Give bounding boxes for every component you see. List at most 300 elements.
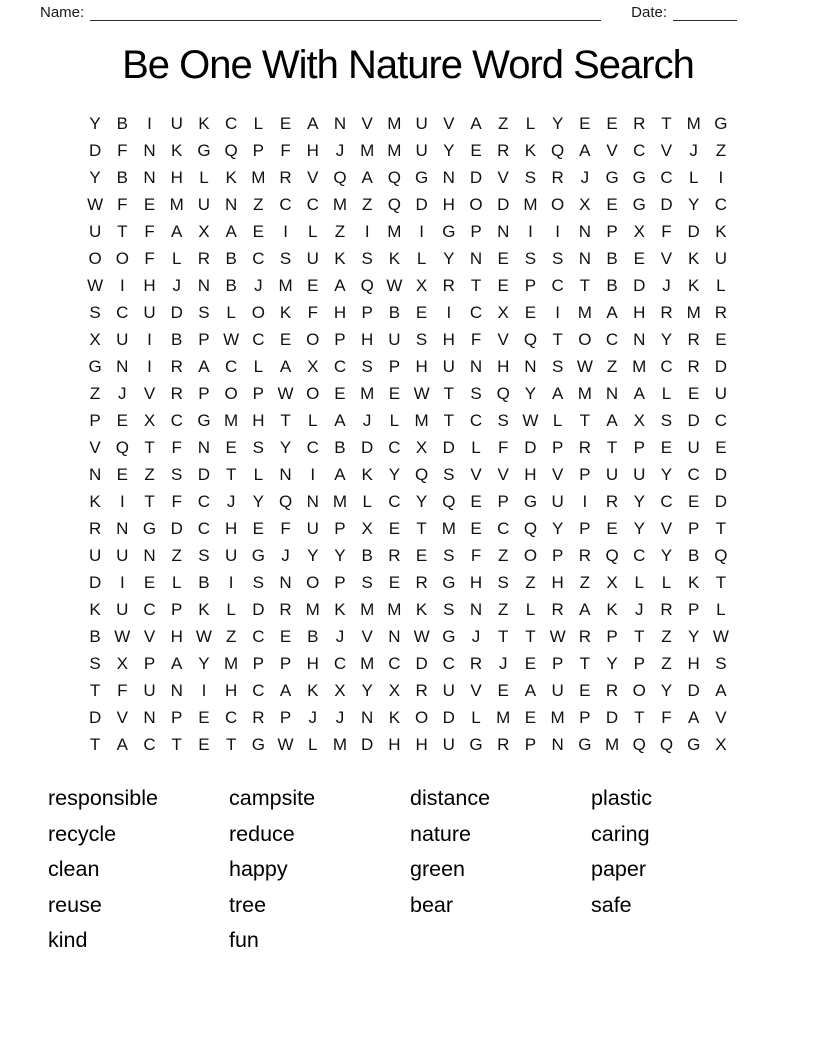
grid-letter: V xyxy=(497,168,509,187)
grid-letter: E xyxy=(252,222,265,241)
grid-letter: Y xyxy=(524,384,537,403)
grid-letter: G xyxy=(523,492,538,511)
grid-letter: V xyxy=(470,681,482,700)
grid-letter: C xyxy=(442,654,455,673)
grid-letter: P xyxy=(524,276,537,295)
grid-letter: V xyxy=(361,114,373,133)
grid-letter: Y xyxy=(633,492,645,511)
grid-letter: N xyxy=(333,114,347,133)
grid-letter: Y xyxy=(551,519,564,538)
grid-letter: N xyxy=(143,546,156,565)
grid-letter: T xyxy=(715,519,727,538)
grid-letter: O xyxy=(523,546,538,565)
grid-letter: U xyxy=(442,735,455,754)
grid-letter: F xyxy=(171,438,182,457)
grid-letter: Q xyxy=(333,168,347,187)
grid-letter: G xyxy=(605,168,619,187)
grid-letter: E xyxy=(415,303,428,322)
grid-letter: C xyxy=(252,681,265,700)
grid-letter: O xyxy=(469,195,483,214)
grid-letter: T xyxy=(606,438,618,457)
grid-letter: Q xyxy=(523,519,538,538)
grid-letter: N xyxy=(279,573,292,592)
grid-letter: V xyxy=(660,141,673,160)
grid-letter: L xyxy=(634,573,644,592)
grid-letter: A xyxy=(171,654,183,673)
grid-letter: N xyxy=(143,708,156,727)
grid-letter: V xyxy=(361,627,373,646)
grid-letter: C xyxy=(333,357,347,376)
grid-letter: N xyxy=(469,249,483,268)
grid-letter: T xyxy=(117,222,128,241)
grid-letter: P xyxy=(252,141,265,160)
grid-letter: U xyxy=(687,438,700,457)
grid-letter: U xyxy=(306,519,319,538)
grid-letter: S xyxy=(89,303,101,322)
grid-letter: M xyxy=(360,141,375,160)
grid-letter: Y xyxy=(660,330,673,349)
grid-letter: T xyxy=(579,411,591,430)
grid-letter: L xyxy=(226,303,236,322)
grid-letter: R xyxy=(170,357,183,376)
grid-letter: Y xyxy=(361,681,373,700)
grid-letter: U xyxy=(88,222,102,241)
grid-letter: P xyxy=(606,627,618,646)
grid-letter: U xyxy=(714,249,728,268)
grid-letter: E xyxy=(225,438,237,457)
grid-letter: Q xyxy=(224,141,238,160)
grid-letter: G xyxy=(251,735,265,754)
grid-letter: O xyxy=(578,330,592,349)
grid-letter: M xyxy=(224,411,239,430)
grid-letter: K xyxy=(361,465,373,484)
grid-letter: R xyxy=(687,357,700,376)
grid-letter: E xyxy=(497,249,509,268)
grid-letter: S xyxy=(660,411,673,430)
grid-letter: W xyxy=(413,384,430,403)
grid-letter: U xyxy=(714,384,728,403)
grid-letter: C xyxy=(306,195,319,214)
grid-letter: M xyxy=(360,600,375,619)
grid-letter: J xyxy=(254,276,263,295)
grid-letter: Y xyxy=(551,114,564,133)
grid-letter: P xyxy=(606,222,618,241)
grid-letter: T xyxy=(144,492,155,511)
grid-letter: D xyxy=(88,141,102,160)
grid-letter: H xyxy=(551,573,564,592)
grid-letter: P xyxy=(551,654,564,673)
grid-letter: A xyxy=(470,114,482,133)
grid-letter: D xyxy=(415,654,428,673)
grid-letter: Z xyxy=(171,546,182,565)
grid-letter: C xyxy=(116,303,129,322)
grid-letter: T xyxy=(225,465,237,484)
grid-letter: D xyxy=(361,438,374,457)
grid-letter: N xyxy=(116,357,129,376)
grid-letter: W xyxy=(576,357,593,376)
grid-letter: Q xyxy=(442,492,456,511)
grid-letter: T xyxy=(416,519,427,538)
grid-letter: F xyxy=(144,249,155,268)
grid-letter: M xyxy=(251,168,266,187)
grid-letter: L xyxy=(362,492,372,511)
grid-letter: N xyxy=(88,465,102,484)
grid-letter: M xyxy=(169,195,184,214)
grid-letter: Y xyxy=(89,168,101,187)
grid-letter: N xyxy=(469,600,483,619)
grid-letter: P xyxy=(198,330,210,349)
grid-letter: E xyxy=(307,276,319,295)
grid-letter: E xyxy=(252,519,265,538)
word-list-item: distance xyxy=(410,786,491,810)
grid-letter: N xyxy=(143,168,156,187)
grid-letter: H xyxy=(170,627,183,646)
grid-letter: X xyxy=(388,681,401,700)
grid-letter: S xyxy=(524,249,537,268)
grid-letter: M xyxy=(387,600,402,619)
grid-letter: A xyxy=(688,708,700,727)
grid-letter: R xyxy=(279,600,292,619)
grid-letter: I xyxy=(582,492,588,511)
word-list-item: tree xyxy=(229,892,267,917)
word-list-item: fun xyxy=(229,928,259,952)
grid-letter: J xyxy=(635,600,644,619)
grid-letter: D xyxy=(170,303,183,322)
grid-letter: S xyxy=(470,384,482,403)
grid-letter: T xyxy=(634,708,645,727)
grid-letter: F xyxy=(117,681,128,700)
grid-letter: R xyxy=(469,654,483,673)
grid-letter: R xyxy=(605,492,619,511)
grid-letter: P xyxy=(334,573,346,592)
grid-letter: S xyxy=(198,546,210,565)
word-list-column xyxy=(48,781,229,959)
grid-letter: P xyxy=(171,600,183,619)
grid-letter: D xyxy=(714,357,728,376)
grid-letter: N xyxy=(116,519,129,538)
grid-letter: Y xyxy=(660,681,673,700)
grid-letter: V xyxy=(143,384,156,403)
grid-letter: L xyxy=(416,249,427,268)
grid-letter: M xyxy=(360,654,375,673)
grid-letter: B xyxy=(116,114,128,133)
grid-letter: F xyxy=(661,708,672,727)
grid-letter: L xyxy=(525,114,536,133)
grid-letter: H xyxy=(524,465,537,484)
grid-letter: F xyxy=(117,195,128,214)
grid-letter: Y xyxy=(252,492,265,511)
grid-letter: L xyxy=(199,168,209,187)
grid-letter: Y xyxy=(279,438,292,457)
grid-letter: D xyxy=(660,195,673,214)
grid-letter: D xyxy=(469,168,483,187)
grid-letter: H xyxy=(415,735,428,754)
grid-letter: W xyxy=(712,627,729,646)
grid-letter: Z xyxy=(144,465,155,484)
grid-letter: N xyxy=(388,627,401,646)
grid-letter: Q xyxy=(523,330,538,349)
grid-letter: P xyxy=(579,519,591,538)
grid-letter: G xyxy=(414,168,429,187)
grid-letter: Q xyxy=(278,492,293,511)
date-label: Date: xyxy=(631,4,667,21)
grid-letter: T xyxy=(443,384,454,403)
word-list-item: reuse xyxy=(48,892,102,917)
grid-letter: Y xyxy=(606,654,618,673)
grid-letter: Y xyxy=(443,249,455,268)
grid-letter: E xyxy=(606,195,618,214)
grid-letter: V xyxy=(715,708,727,727)
grid-letter: I xyxy=(119,492,125,511)
grid-letter: J xyxy=(335,708,345,727)
grid-letter: G xyxy=(142,519,157,538)
grid-letter: U xyxy=(442,681,455,700)
grid-letter: X xyxy=(361,519,373,538)
grid-letter: E xyxy=(470,519,482,538)
grid-letter: I xyxy=(228,573,234,592)
grid-letter: E xyxy=(688,384,700,403)
grid-letter: E xyxy=(606,519,618,538)
grid-letter: M xyxy=(604,735,620,754)
grid-letter: O xyxy=(224,384,238,403)
grid-letter: Z xyxy=(89,384,101,403)
grid-letter: P xyxy=(279,654,292,673)
grid-letter: L xyxy=(308,411,318,430)
grid-letter: C xyxy=(388,438,401,457)
word-list-item: safe xyxy=(591,892,632,917)
grid-letter: F xyxy=(470,330,482,349)
grid-letter: N xyxy=(551,735,564,754)
grid-letter: I xyxy=(201,681,207,700)
grid-letter: L xyxy=(389,411,400,430)
grid-letter: P xyxy=(688,600,700,619)
grid-letter: E xyxy=(116,465,128,484)
grid-letter: T xyxy=(634,627,645,646)
grid-letter: B xyxy=(89,627,101,646)
grid-letter: I xyxy=(364,222,370,241)
grid-letter: R xyxy=(551,168,564,187)
grid-letter: N xyxy=(279,465,292,484)
grid-letter: C xyxy=(170,411,183,430)
grid-letter: F xyxy=(280,519,291,538)
grid-letter: L xyxy=(661,384,672,403)
grid-letter: F xyxy=(661,222,672,241)
grid-letter: S xyxy=(715,654,727,673)
grid-letter: S xyxy=(443,600,455,619)
grid-letter: A xyxy=(579,600,591,619)
grid-letter: H xyxy=(225,681,238,700)
grid-letter: N xyxy=(469,357,483,376)
word-list-item: kind xyxy=(48,928,88,952)
grid-letter: T xyxy=(579,276,591,295)
grid-letter: E xyxy=(279,627,292,646)
grid-letter: A xyxy=(361,168,373,187)
grid-letter: T xyxy=(715,573,727,592)
grid-letter: V xyxy=(307,168,319,187)
grid-letter: Y xyxy=(198,654,210,673)
grid-letter: G xyxy=(442,573,456,592)
word-list-column xyxy=(410,781,591,959)
grid-letter: F xyxy=(171,492,182,511)
word-search-grid xyxy=(82,110,735,758)
grid-letter: T xyxy=(579,654,591,673)
grid-letter: M xyxy=(686,114,701,133)
grid-letter: K xyxy=(279,303,292,322)
grid-letter: N xyxy=(633,330,646,349)
grid-letter: E xyxy=(579,681,591,700)
grid-letter: U xyxy=(551,681,564,700)
grid-letter: N xyxy=(578,222,591,241)
grid-letter: B xyxy=(361,546,373,565)
grid-letter: K xyxy=(688,573,700,592)
grid-letter: Y xyxy=(660,546,673,565)
grid-letter: Y xyxy=(415,492,428,511)
grid-letter: C xyxy=(469,411,483,430)
grid-letter: Q xyxy=(387,195,401,214)
grid-letter: E xyxy=(633,249,645,268)
grid-letter: U xyxy=(551,492,564,511)
grid-letter: B xyxy=(334,438,346,457)
grid-letter: Y xyxy=(443,141,455,160)
grid-letter: D xyxy=(633,276,646,295)
grid-letter: E xyxy=(660,438,673,457)
grid-letter: H xyxy=(361,330,374,349)
grid-letter: G xyxy=(714,114,728,133)
grid-letter: D xyxy=(687,222,700,241)
grid-letter: B xyxy=(388,303,401,322)
grid-letter: E xyxy=(415,546,428,565)
grid-letter: J xyxy=(226,492,236,511)
grid-letter: S xyxy=(252,573,265,592)
grid-letter: A xyxy=(334,411,346,430)
grid-letter: D xyxy=(88,573,102,592)
grid-letter: N xyxy=(143,141,156,160)
grid-letter: I xyxy=(310,465,316,484)
grid-letter: I xyxy=(446,303,452,322)
grid-letter: E xyxy=(388,384,401,403)
grid-letter: Y xyxy=(307,546,319,565)
grid-letter: S xyxy=(443,546,455,565)
grid-letter: H xyxy=(469,573,483,592)
grid-letter: K xyxy=(415,600,428,619)
grid-letter: S xyxy=(497,573,509,592)
grid-letter: V xyxy=(143,627,156,646)
grid-letter: V xyxy=(551,465,564,484)
grid-letter: J xyxy=(308,708,318,727)
grid-letter: G xyxy=(469,735,483,754)
grid-letter: Q xyxy=(387,168,401,187)
grid-letter: C xyxy=(551,276,564,295)
grid-letter: O xyxy=(414,708,429,727)
grid-letter: G xyxy=(578,735,592,754)
grid-letter: E xyxy=(198,708,210,727)
grid-letter: E xyxy=(524,303,537,322)
grid-letter: X xyxy=(307,357,319,376)
grid-letter: L xyxy=(308,735,318,754)
grid-letter: N xyxy=(306,492,319,511)
grid-letter: S xyxy=(497,411,509,430)
word-list-item: plastic xyxy=(591,786,652,810)
grid-letter: P xyxy=(551,438,564,457)
grid-letter: A xyxy=(579,141,591,160)
grid-letter: X xyxy=(715,735,727,754)
grid-letter: S xyxy=(89,654,101,673)
grid-letter: X xyxy=(334,681,346,700)
grid-letter: H xyxy=(306,141,319,160)
grid-letter: H xyxy=(633,303,646,322)
grid-letter: W xyxy=(522,411,539,430)
grid-letter: B xyxy=(171,330,183,349)
grid-letter: Z xyxy=(661,654,672,673)
grid-letter: X xyxy=(198,222,210,241)
grid-letter: K xyxy=(334,600,346,619)
grid-letter: H xyxy=(170,168,183,187)
grid-letter: G xyxy=(197,141,211,160)
word-list-item: clean xyxy=(48,857,100,881)
grid-letter: R xyxy=(279,168,292,187)
grid-letter: F xyxy=(280,141,291,160)
grid-letter: K xyxy=(171,141,183,160)
grid-letter: M xyxy=(550,708,565,727)
grid-letter: V xyxy=(497,330,509,349)
grid-letter: X xyxy=(606,573,618,592)
grid-letter: V xyxy=(606,141,618,160)
grid-letter: A xyxy=(334,276,346,295)
grid-letter: H xyxy=(333,303,347,322)
grid-letter: N xyxy=(578,249,591,268)
grid-letter: S xyxy=(252,438,265,457)
grid-letter: C xyxy=(605,330,619,349)
page-title: Be One With Nature Word Search xyxy=(122,43,694,87)
grid-letter: L xyxy=(308,222,318,241)
grid-letter: U xyxy=(442,357,455,376)
grid-letter: Z xyxy=(253,195,264,214)
grid-letter: P xyxy=(171,708,183,727)
grid-letter: H xyxy=(388,735,401,754)
grid-letter: S xyxy=(171,465,183,484)
grid-letter: G xyxy=(88,357,102,376)
grid-letter: Q xyxy=(414,465,429,484)
grid-letter: A xyxy=(279,357,292,376)
grid-letter: I xyxy=(419,222,424,241)
grid-letter: H xyxy=(497,357,510,376)
grid-letter: J xyxy=(281,546,290,565)
grid-letter: H xyxy=(252,411,265,430)
grid-letter: Z xyxy=(525,573,536,592)
grid-letter: C xyxy=(197,492,211,511)
grid-letter: Z xyxy=(579,573,591,592)
grid-letter: W xyxy=(87,276,104,295)
grid-letter: A xyxy=(551,384,564,403)
grid-letter: L xyxy=(253,114,264,133)
grid-letter: I xyxy=(147,114,152,133)
grid-letter: S xyxy=(279,249,292,268)
grid-letter: E xyxy=(524,654,537,673)
grid-letter: V xyxy=(660,519,673,538)
grid-letter: M xyxy=(387,114,402,133)
grid-letter: L xyxy=(253,465,264,484)
grid-letter: L xyxy=(688,168,699,187)
grid-letter: O xyxy=(115,249,129,268)
grid-letter: D xyxy=(605,708,619,727)
grid-letter: E xyxy=(715,330,727,349)
grid-letter: N xyxy=(225,195,238,214)
grid-letter: U xyxy=(225,546,238,565)
grid-letter: H xyxy=(687,654,700,673)
grid-letter: U xyxy=(170,114,183,133)
grid-letter: C xyxy=(388,492,401,511)
grid-letter: G xyxy=(632,168,646,187)
